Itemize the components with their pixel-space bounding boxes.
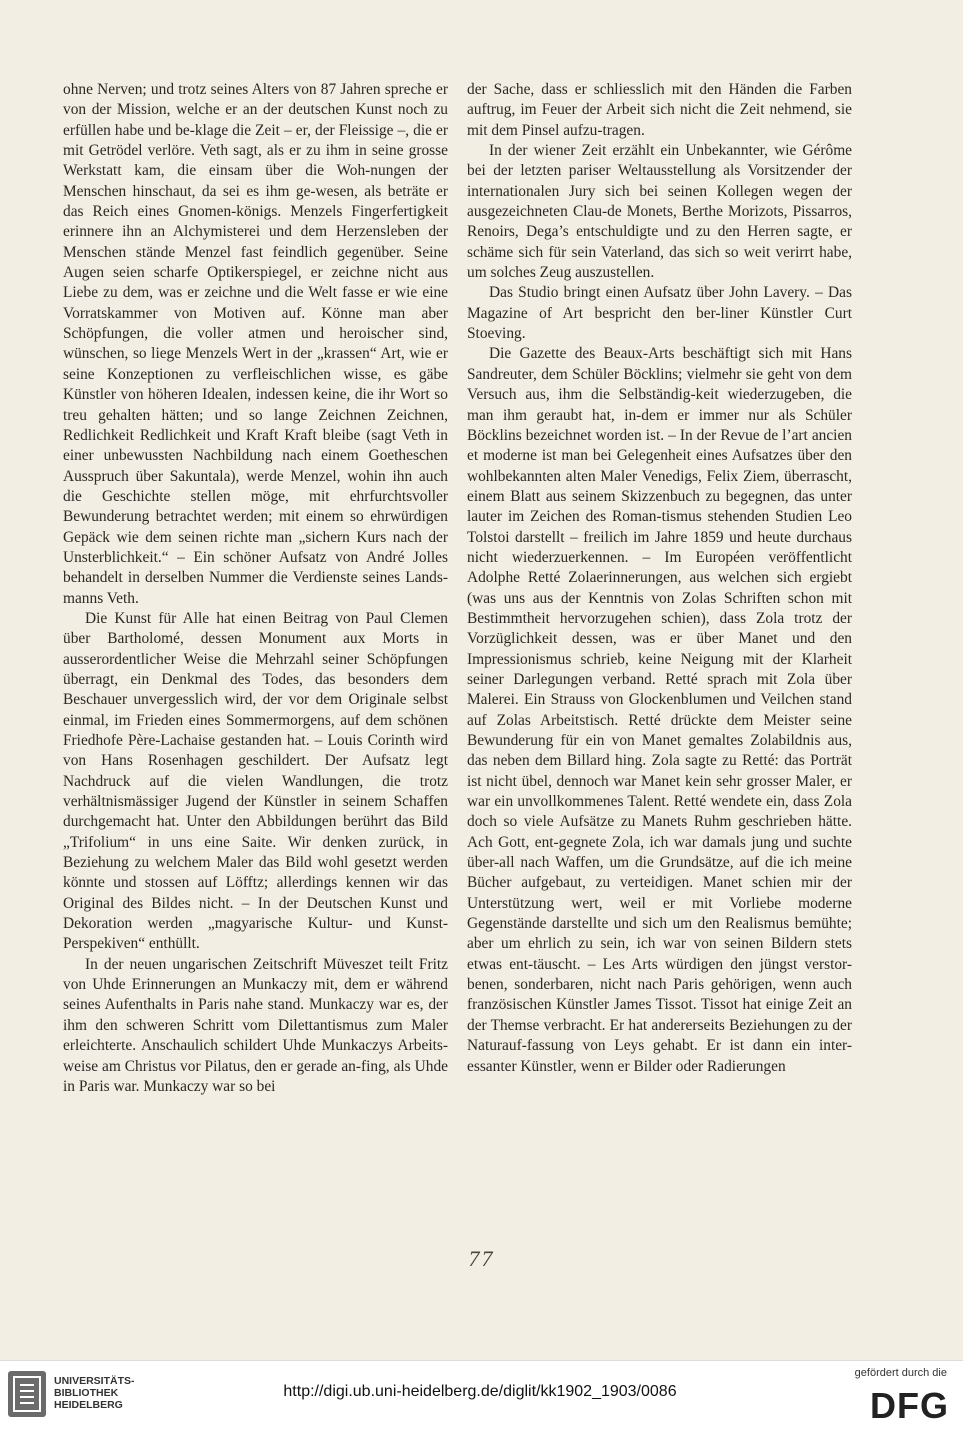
university-line: BIBLIOTHEK <box>54 1387 119 1399</box>
university-line: UNIVERSITÄTS- <box>54 1375 135 1387</box>
paragraph: Die Kunst für Alle hat einen Beitrag von Paul Clemen über Bartholomé, dessen Monument aux Morts in ausserordentlicher Weise die Mehrzahl seiner Schöpfungen überragt, ein Denkmal des Todes, das besonders dem Beschauer unvergesslich wird, der vor dem Originale selbst einmal, im Frieden eines Sommermorgens, auf dem schönen Friedhofe Père-Lachaise gestanden hat. – Louis Corinth wird von Hans Rosenhagen geschildert. Der Aufsatz legt Nachdruck auf die vielen Wandlungen, die trotz verhältnismässiger Jugend der Künstler in seinem Schaffen durchgemacht hat. Unter den Abbildungen berührt das Bild „Trifolium“ in uns eine Saite. Wir denken zurück, in Beziehung zu welchem Maler das Bild wohl gesetzt werden könnte und stossen auf Löfftz; allerdings kennen wir das Original des Bildes nicht. – In der Deutschen Kunst und Dekoration werden „magyarische Kultur- und Kunst-Perspekiven“ enthüllt. <box>63 609 448 953</box>
paragraph: Die Gazette des Beaux-Arts beschäftigt sich mit Hans Sandreuter, dem Schüler Böcklins; vielmehr sie geht von dem Versuch aus, ihm die Selbständig-keit wiederzugeben, die man ihm geraubt hat, in-dem er immer nur als Schüler Böcklins bezeichnet worden ist. – In der Revue de l’art ancien et moderne ist man bei Gelegenheit eines Aufsatzes über den wohlbekannten alten Maler Venedigs, Felix Ziem, überrascht, einem Blatt aus seinem Skizzenbuch zu begegnen, das unter lauter im Zeichen des Roman-tismus stehenden Studien Leo Tolstoi darstellt – freilich im Jahre 1859 und heute durchaus nicht wiederzuerkennen. – Im Européen veröffentlicht Adolphe Retté Zolaerinnerungen, aus welchen sich ergiebt (was uns aus der Kenntnis von Zolas Schriften schon mit Bestimmtheit hervorzugehen schien), dass Zola trotz der Vorzüglichkeit dessen, was er über Manet und den Impressionismus schrieb, keine Neigung mit der Klarheit seiner Darlegungen verband. Retté sprach mit Zola über Malerei. Ein Strauss von Glockenblumen und Veilchen stand auf Zolas Arbeitstisch. Retté drückte dem Meister seine Bewunderung für ein von Manet gemaltes Zolabildnis aus, das neben dem Billard hing. Zola sagte zu Retté: das Porträt ist nicht übel, dennoch war Manet kein sehr grosser Maler, er war ein unvollkommenes Talent. Retté wendete ein, dass Zola doch so viele Aufsätze zu Manets Ruhm geschrieben hätte. Ach Gott, ent-gegnete Zola, ich war damals jung und suchte über-all nach Waffen, um die Grundsätze, auf die ich meine Bücher aufgebaut, zu verteidigen. Manet schien mir der Unterstützung wert, weil er mit Vorliebe moderne Gegenstände darstellte und sich um den Realismus bemühte; aber um ehrlich zu sein, ich war von seinen Bildern stets etwas ent-täuscht. – Les Arts würdigen den jüngst verstor-benen, sonderbaren, nicht nach Paris gehörigen, wenn auch französischen Künstler James Tissot. Tissot hat einige Zeit an der Themse verbracht. Er hat andererseits Beziehungen zu der Naturauf-fassung von Leys gehabt. Er ist dann ein inter-essanter Künstler, wenn er Bilder oder Radierungen <box>467 345 852 1075</box>
paragraph: ohne Nerven; und trotz seines Alters von 87 Jahren spreche er von der Mission, welche er an der deutschen Kunst noch zu erfüllen habe und be-klage die Zeit – er, der Fleissige –, die er mit Getrödel verlöre. Veth sagt, als er zu ihm in seine grosse Werkstatt kam, die einsam über die Woh-nungen der Menschen hinschaut, da sei es ihm ge-wesen, als beträte er das Reich eines Gnomen-königs. Menzels Fingerfertigkeit erinnere ihn an Alchymisterei und dem Herzensleben der Menschen stände Menzel fast feindlich gegenüber. Seine Augen seien scharfe Optikerspiegel, er zeichne nicht aus Liebe zu dem, was er zeichne und die Welt fasse er wie eine Vorratskammer von Motiven auf. Könne man aber Schöpfungen, die voller atmen und heroischer sind, wünschen, so liege Menzels Wert in der „krassen“ Art, wie er seine Konzeptionen zu verfleischlichen wisse, es gäbe Künstler von höheren Idealen, indessen keine, die ihr Wort so treu gehalten hätten; und so lange Zeichnen Zeichnen, Redlichkeit Redlichkeit und Kraft Kraft bleibe (sagt Veth in einer unbewussten Nachbildung nach einem Goetheschen Ausspruch über Sakuntala), werde Menzel, wohin ihn auch die Geschichte stellen möge, mit ehrfurchtsvoller Bewunderung betrachtet werden; mit einem so ehrwürdigen Gepäck wie dem seinen richte man „sichern Kurs nach der Unsterblichkeit.“ – Ein schöner Aufsatz von André Jolles behandelt in derselben Nummer die Verdienste seines Lands-manns Veth. <box>63 81 448 607</box>
paragraph: In der wiener Zeit erzählt ein Unbekannter, wie Gérôme bei der letzten pariser Weltausstellung als Vorsitzender der internationalen Jury sich bei seinen Kollegen wegen der ausgezeichneten Clau-de Monets, Berthe Morizots, Pissarros, Renoirs, Dega’s entschuldigte und zu den Herren sagte, er schäme sich für sein Vaterland, das sich so weit verirrt habe, um solches Zeug auszustellen. <box>467 142 852 282</box>
dfg-logo[interactable]: DFG <box>870 1385 949 1426</box>
university-name[interactable] <box>54 1375 135 1411</box>
source-url-link[interactable]: http://digi.ub.uni-heidelberg.de/diglit/kk1902_1903/0086 <box>283 1383 677 1400</box>
footer-bar <box>0 1360 963 1429</box>
university-line: HEIDELBERG <box>54 1399 123 1411</box>
funding-note: gefördert durch die <box>854 1367 947 1379</box>
right-column <box>467 80 852 1077</box>
university-seal-icon <box>8 1371 46 1417</box>
page-number: 77 <box>468 1246 495 1271</box>
paragraph: Das Studio bringt einen Aufsatz über John Lavery. – Das Magazine of Art bespricht den ber-liner Künstler Curt Stoeving. <box>467 284 852 343</box>
left-column <box>63 80 448 1097</box>
paragraph: In der neuen ungarischen Zeitschrift Müveszet teilt Fritz von Uhde Erinnerungen an Munkaczy mit, dem er während seines Aufenthalts in Paris nahe stand. Munkaczy war es, der ihm den schweren Schritt vom Dilettantismus zum Maler erleichterte. Anschaulich schildert Uhde Munkaczys Arbeits-weise am Christus vor Pilatus, den er gerade an-fing, als Uhde in Paris war. Munkaczy war so bei <box>63 955 448 1095</box>
paragraph: der Sache, dass er schliesslich mit den Händen die Farben auftrug, im Feuer der Arbeit sich nicht die Zeit nehmend, sie mit dem Pinsel aufzu-tragen. <box>467 81 852 139</box>
